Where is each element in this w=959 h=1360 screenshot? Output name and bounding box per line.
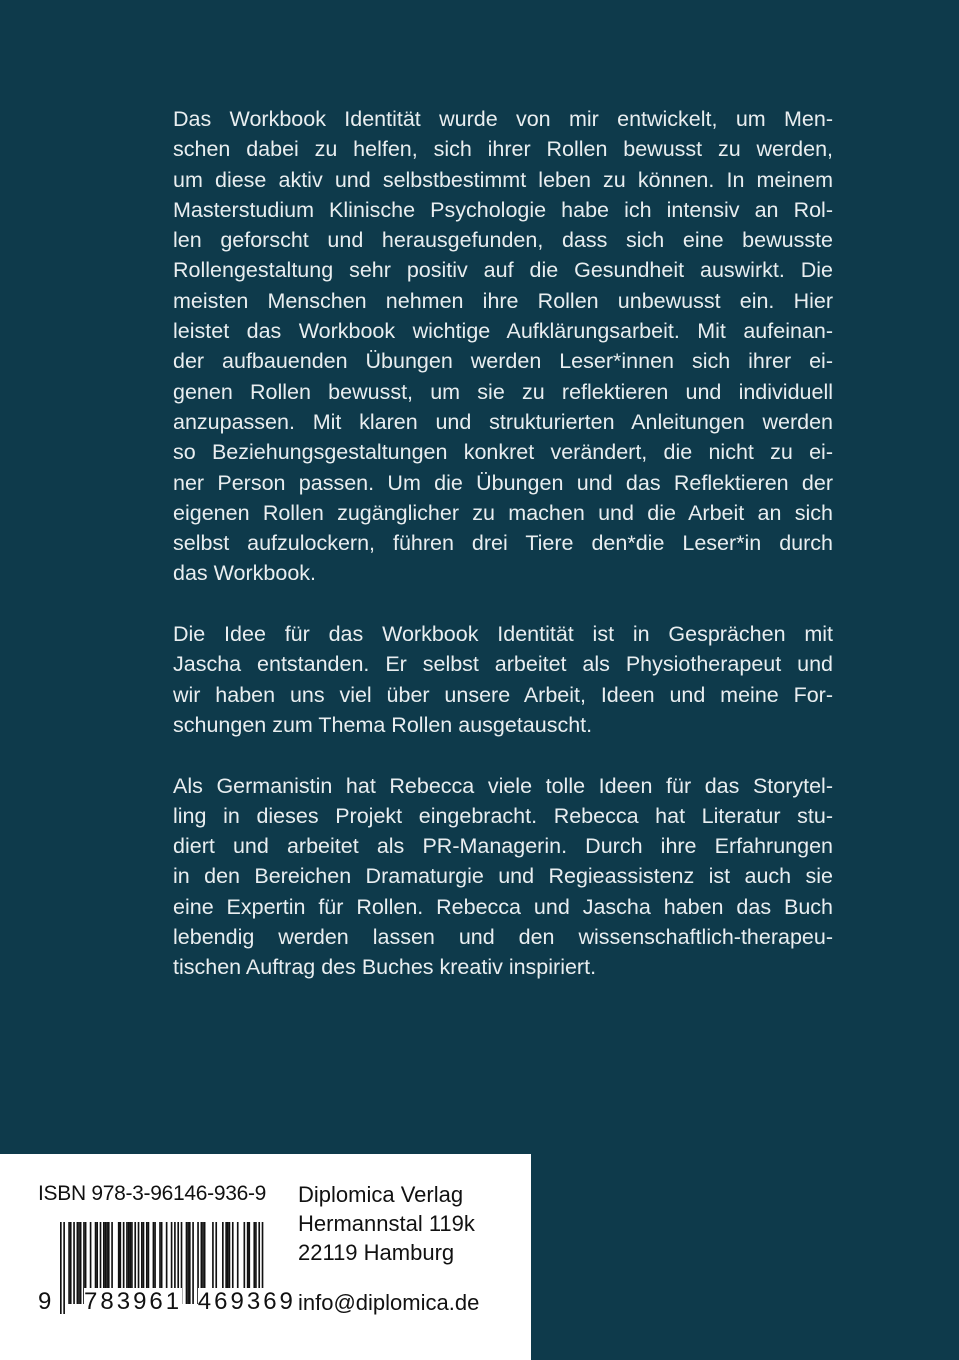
text-line: meisten Menschen nehmen ihre Rollen unbewusst ein. Hier bbox=[173, 288, 833, 313]
text-line: tischen Auftrag des Buches kreativ inspiriert. bbox=[173, 955, 597, 980]
text-line: in den Bereichen Dramaturgie und Regieassistenz ist auch sie bbox=[173, 864, 833, 889]
ean-digit-group-1: 783961 bbox=[84, 1288, 183, 1315]
text-line: leistet das Workbook wichtige Aufklärungsarbeit. Mit aufeinan- bbox=[173, 319, 833, 344]
text-line: len geforscht und herausgefunden, dass sich eine bewusste bbox=[173, 228, 833, 253]
publisher-street: Hermannstal 119k bbox=[298, 1211, 475, 1236]
text-line: anzupassen. Mit klaren und strukturierten Anleitungen werden bbox=[173, 409, 833, 434]
text-line: schen dabei zu helfen, sich ihrer Rollen bewusst zu werden, bbox=[173, 137, 833, 162]
text-line: schungen zum Thema Rollen ausgetauscht. bbox=[173, 712, 593, 737]
imprint-box bbox=[0, 1154, 531, 1360]
ean-digit-lead: 9 bbox=[38, 1288, 55, 1315]
isbn-label: ISBN 978-3-96146-936-9 bbox=[38, 1182, 267, 1205]
text-line: Jascha entstanden. Er selbst arbeitet als Physiotherapeut und bbox=[173, 652, 833, 677]
text-line: genen Rollen bewusst, um sie zu reflektieren und individuell bbox=[173, 379, 833, 404]
publisher-address bbox=[298, 1180, 475, 1267]
text-line: das Workbook. bbox=[173, 561, 317, 586]
paragraph bbox=[173, 619, 833, 740]
text-line: Rollengestaltung sehr positiv auf die Gesundheit auswirkt. Die bbox=[173, 258, 833, 283]
ean-digits bbox=[38, 1288, 296, 1316]
text-line: diert und arbeitet als PR-Managerin. Durch ihre Erfahrungen bbox=[173, 834, 833, 859]
text-line: selbst aufzulockern, führen drei Tiere den*die Leser*in durch bbox=[173, 531, 833, 556]
text-line: Als Germanistin hat Rebecca viele tolle Ideen für das Storytel- bbox=[173, 773, 833, 798]
text-line: Das Workbook Identität wurde von mir entwickelt, um Men- bbox=[173, 107, 833, 131]
text-line: ner Person passen. Um die Übungen und das Reflektieren der bbox=[173, 470, 833, 495]
paragraph bbox=[173, 771, 833, 983]
publisher-city: 22119 Hamburg bbox=[298, 1240, 455, 1265]
text-line: so Beziehungsgestaltungen konkret verändert, die nicht zu ei- bbox=[173, 440, 833, 465]
text-line: eine Expertin für Rollen. Rebecca und Jascha haben das Buch bbox=[173, 894, 833, 919]
text-line: eigenen Rollen zugänglicher zu machen und die Arbeit an sich bbox=[173, 500, 833, 525]
text-line: wir haben uns viel über unsere Arbeit, Ideen und meine For- bbox=[173, 682, 833, 707]
paragraph bbox=[173, 104, 833, 589]
publisher-email[interactable]: info@diplomica.de bbox=[298, 1290, 480, 1315]
text-line: der aufbauenden Übungen werden Leser*innen sich ihrer ei- bbox=[173, 349, 833, 374]
text-line: um diese aktiv und selbstbestimmt leben zu können. In meinem bbox=[173, 167, 833, 192]
ean-digit-group-2: 469369 bbox=[197, 1288, 296, 1315]
text-line: lebendig werden lassen und den wissenschaftlich-therapeu- bbox=[173, 925, 833, 950]
publisher-name: Diplomica Verlag bbox=[298, 1182, 464, 1207]
text-line: Masterstudium Klinische Psychologie habe ich intensiv an Rol- bbox=[173, 197, 833, 222]
text-line: ling in dieses Projekt eingebracht. Rebecca hat Literatur stu- bbox=[173, 803, 833, 828]
text-line: Die Idee für das Workbook Identität ist in Gesprächen mit bbox=[173, 622, 833, 647]
back-cover-text bbox=[173, 104, 833, 1013]
